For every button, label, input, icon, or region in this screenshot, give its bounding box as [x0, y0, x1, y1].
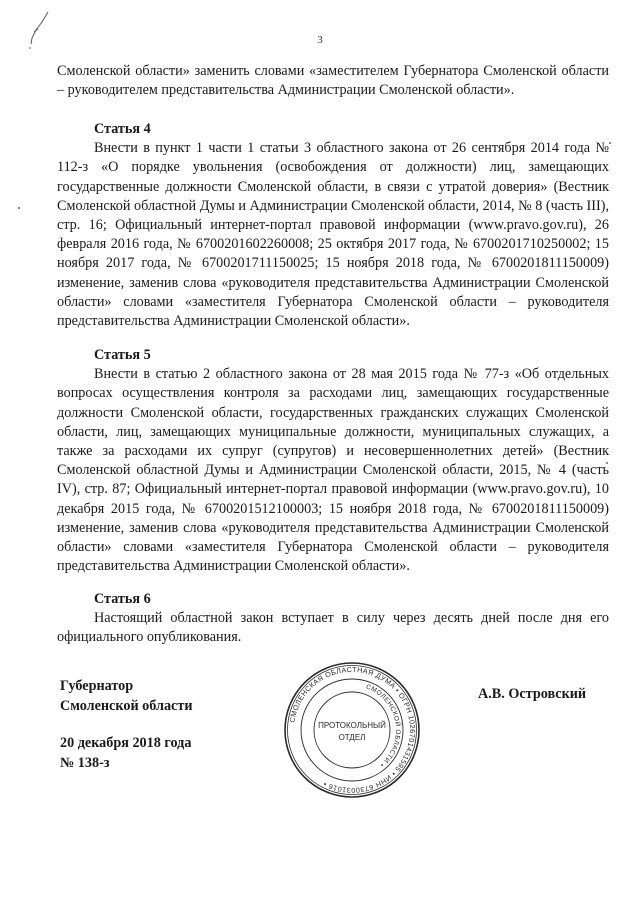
law-number: № 138-з: [60, 755, 110, 771]
signatory-name: А.В. Островский: [478, 686, 587, 702]
stamp-ring-text: СМОЛЕНСКАЯ ОБЛАСТНАЯ ДУМА • ОГРН 1026701431595 • ИНН 6730031016 •: [287, 664, 418, 796]
article-4-block: [57, 120, 609, 331]
intro-paragraph: Смоленской области» заменить словами «заместителем Губернатора Смоленской области – руководителем представительства Администрации Смоленской области».: [57, 63, 609, 99]
margin-mark: [609, 142, 611, 144]
article-6-heading: Статья 6: [94, 591, 151, 607]
law-date: 20 декабря 2018 года: [60, 735, 192, 751]
article-5-paragraph: Внести в статью 2 областного закона от 28 мая 2015 года № 77-з «Об отдельных вопросах осуществления контроля за расходами лиц, замещающих государственные должности Смоленской области, государственных гражданских служащих Смоленской области, лиц, замещающих муниципальные должности, муниципальных служащих, а также за расходами их супруг (супругов) и несовершеннолетних детей» (Вестник Смоленской областной Думы и Администрации Смоленской области, 2015, № 4 (часть IV), стр. 87; Официальный интернет-портал правовой информации (www.pravo.gov.ru), 10 декабря 2015 года, № 6700201512100003; 15 ноября 2018 года, № 6700201811150009) изменение, заменив слова «руководителя представительства Администрации Смоленской области» словами «заместителя Губернатора Смоленской области – руководителя представительства Администрации Смоленской области».: [57, 366, 609, 575]
official-stamp-icon: [282, 660, 422, 800]
stamp-inner-ring-text: СМОЛЕНСКОЙ ОБЛАСТИ •: [364, 683, 402, 769]
article-4-heading: Статья 4: [94, 121, 151, 137]
page-number: 3: [317, 34, 323, 46]
article-5-block: [57, 346, 609, 576]
intro-block: [57, 62, 609, 100]
article-4-paragraph: Внести в пункт 1 части 1 статьи 3 областного закона от 26 сентября 2014 года № 112-з «О порядке увольнения (освобождения от должности) лиц, замещающих государственные должности Смоленской области, в связи с утратой доверия» (Вестник Смоленской областной Думы и Администрации Смоленской области, 2014, № 8 (часть III), стр. 16; Официальный интернет-портал правовой информации (www.pravo.gov.ru), 26 февраля 2016 года, № 6700201602260008; 25 октября 2017 года, № 6700201710250002; 15 ноября 2017 года, № 6700201711150025; 15 ноября 2018 года, № 6700201811150009) изменение, заменив слова «руководителя представительства Администрации Смоленской области» словами «заместителя Губернатора Смоленской области – руководителя представительства Администрации Смоленской области».: [57, 140, 609, 330]
signatory-title-line1: Губернатор: [60, 678, 134, 694]
signatory-title: [60, 676, 193, 716]
signatory-title-line2: Смоленской области: [60, 698, 193, 714]
article-6-block: [57, 590, 609, 648]
law-date-number: [60, 733, 191, 773]
margin-mark: [18, 207, 20, 209]
stamp-center-line2: ОТДЕЛ: [338, 733, 366, 742]
stamp-center-line1: ПРОТОКОЛЬНЫЙ: [318, 721, 386, 730]
article-5-heading: Статья 5: [94, 347, 151, 363]
article-6-paragraph: Настоящий областной закон вступает в силу через десять дней после дня его официального опубликования.: [57, 610, 609, 646]
